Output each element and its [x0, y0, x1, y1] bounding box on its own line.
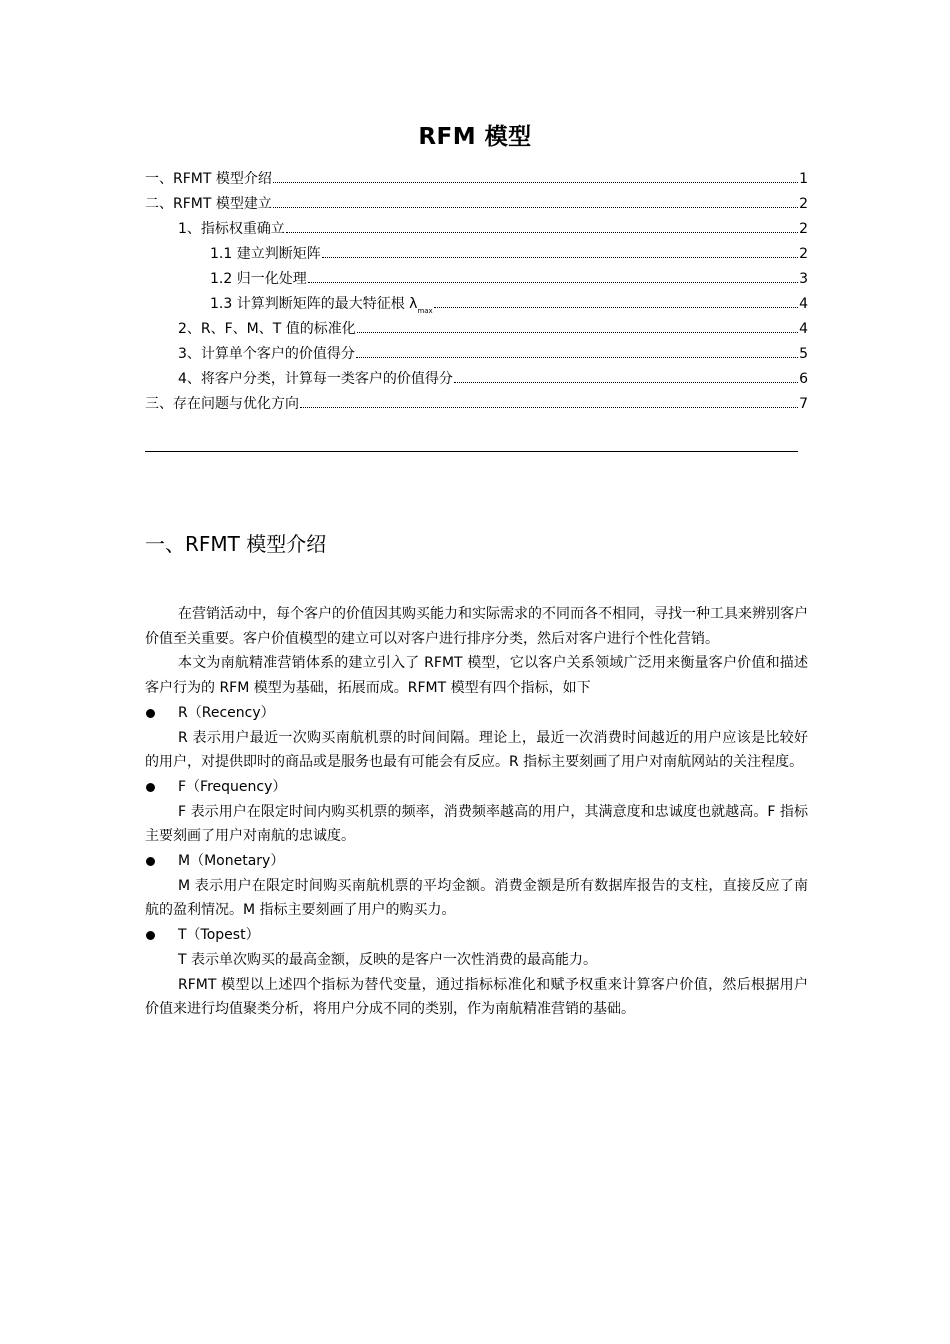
toc-page-number: 6	[799, 371, 808, 387]
toc-leader	[300, 407, 798, 408]
section-body	[145, 602, 808, 1022]
indicator-label: F（Frequency）	[178, 778, 287, 795]
toc-subscript: max	[417, 307, 433, 315]
toc-entry[interactable]	[145, 193, 808, 218]
toc-leader	[454, 382, 798, 383]
indicator-description: F 表示用户在限定时间内购买机票的频率，消费频率越高的用户，其满意度和忠诚度也就越高。F 指标主要刻画了用户对南航的忠诚度。	[145, 803, 808, 845]
toc-page-number: 7	[799, 396, 808, 412]
bullet-icon	[146, 931, 155, 940]
toc-entry-text	[210, 293, 433, 315]
toc-leader	[357, 332, 798, 333]
toc-entry-text: 1.1 建立判断矩阵	[210, 246, 321, 262]
toc-entry-text: 4、将客户分类，计算每一类客户的价值得分	[178, 371, 453, 387]
indicator-label: R（Recency）	[178, 704, 275, 721]
indicator-description: T 表示单次购买的最高金额，反映的是客户一次性消费的最高能力。	[178, 951, 598, 968]
toc-entry-main: 1.3 计算判断矩阵的最大特征根 λ	[210, 296, 418, 312]
indicator-bullet	[145, 775, 808, 800]
toc-leader	[322, 257, 798, 258]
toc-page-number: 4	[799, 321, 808, 337]
table-of-contents	[145, 168, 808, 418]
toc-entry-text: 1、指标权重确立	[178, 221, 285, 237]
toc-entry[interactable]	[145, 343, 808, 368]
toc-page-number: 2	[799, 221, 808, 237]
toc-leader	[286, 232, 798, 233]
toc-entry[interactable]	[145, 268, 808, 293]
toc-page-number: 2	[799, 246, 808, 262]
toc-entry[interactable]	[145, 243, 808, 268]
section-heading: 一、RFMT 模型介绍	[145, 532, 327, 556]
section-divider	[145, 451, 798, 452]
toc-entry-text: 2、R、F、M、T 值的标准化	[178, 321, 356, 337]
toc-leader	[434, 307, 798, 308]
indicator-label: T（Topest）	[178, 927, 260, 944]
closing-paragraph: RFMT 模型以上述四个指标为替代变量，通过指标标准化和赋予权重来计算客户价值，然后根据用户价值来进行均值聚类分析，将用户分成不同的类别，作为南航精准营销的基础。	[145, 976, 808, 1018]
toc-entry-text: 一、RFMT 模型介绍	[145, 171, 272, 187]
indicator-description: R 表示用户最近一次购买南航机票的时间间隔。理论上，最近一次消费时间越近的用户应该是比较好的用户，对提供即时的商品或是服务也最有可能会有反应。R 指标主要刻画了用户对南航网站的关注程度。	[145, 729, 808, 771]
indicator-label: M（Monetary）	[178, 853, 285, 870]
toc-entry-text: 1.2 归一化处理	[210, 271, 307, 287]
toc-page-number: 4	[799, 296, 808, 312]
toc-leader	[356, 357, 798, 358]
toc-entry-text: 三、存在问题与优化方向	[145, 396, 299, 412]
toc-leader	[308, 282, 798, 283]
toc-leader	[273, 207, 798, 208]
toc-entry[interactable]	[145, 218, 808, 243]
toc-leader	[273, 182, 798, 183]
toc-entry[interactable]	[145, 293, 808, 318]
indicator-description: M 表示用户在限定时间购买南航机票的平均金额。消费金额是所有数据库报告的支柱，直接反应了南航的盈利情况。M 指标主要刻画了用户的购买力。	[145, 877, 808, 919]
intro-paragraph: 本文为南航精准营销体系的建立引入了 RFMT 模型，它以客户关系领域广泛用来衡量客户价值和描述客户行为的 RFM 模型为基础，拓展而成。RFMT 模型有四个指标，如下	[145, 655, 808, 697]
toc-page-number: 1	[799, 171, 808, 187]
toc-entry[interactable]	[145, 318, 808, 343]
toc-entry[interactable]	[145, 393, 808, 418]
indicator-bullet	[145, 923, 808, 948]
document-title: RFM 模型	[418, 124, 532, 150]
toc-page-number: 2	[799, 196, 808, 212]
bullet-icon	[146, 709, 155, 718]
intro-paragraph: 在营销活动中，每个客户的价值因其购买能力和实际需求的不同而各不相同，寻找一种工具来辨别客户价值至关重要。客户价值模型的建立可以对客户进行排序分类，然后对客户进行个性化营销。	[145, 606, 808, 647]
indicator-bullet	[145, 849, 808, 874]
toc-entry-text: 二、RFMT 模型建立	[145, 196, 272, 212]
indicator-bullet	[145, 701, 808, 726]
toc-page-number: 3	[799, 271, 808, 287]
bullet-icon	[146, 783, 155, 792]
toc-page-number: 5	[799, 346, 808, 362]
toc-entry[interactable]	[145, 368, 808, 393]
bullet-icon	[146, 857, 155, 866]
toc-entry[interactable]	[145, 168, 808, 193]
toc-entry-text: 3、计算单个客户的价值得分	[178, 346, 355, 362]
